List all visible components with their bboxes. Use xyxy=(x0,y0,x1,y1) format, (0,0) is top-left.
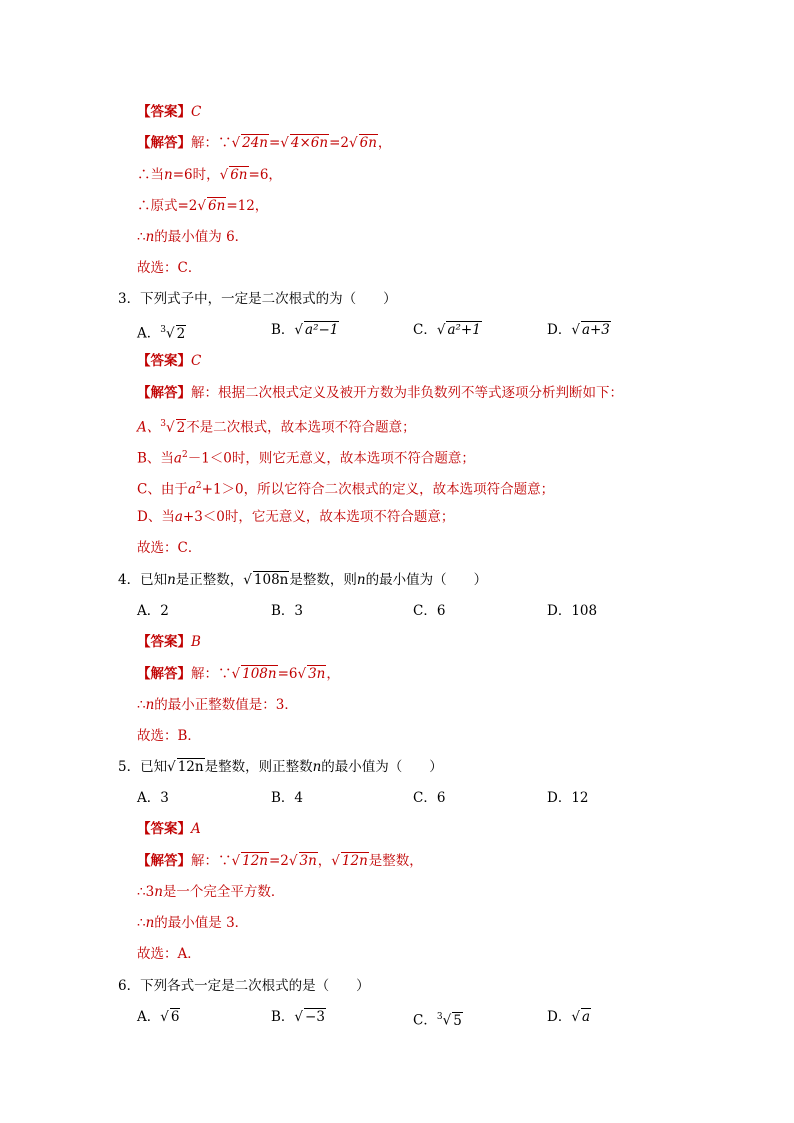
text: 不是二次根式，故本选项不符合题意； xyxy=(186,419,416,436)
text: ， xyxy=(326,666,340,682)
question-3-stem: 3．下列式子中，一定是二次根式的为（ ） xyxy=(118,291,397,307)
text: +3＜0时，它无意义，故本选项不符合题意； xyxy=(182,509,455,525)
radical: 24n xyxy=(242,135,268,151)
radical: 6 xyxy=(170,1009,180,1025)
var: n xyxy=(356,572,366,588)
solution-label: 【解答】 xyxy=(137,666,191,682)
text: 解：∵ xyxy=(191,135,232,151)
var: n xyxy=(154,884,163,900)
label: A． xyxy=(137,325,161,342)
radical: −3 xyxy=(305,1009,325,1025)
text: 是整数，则正整数 xyxy=(204,759,313,775)
exponent: 2 xyxy=(195,481,202,491)
q5-solution-1: 【解答】解：∵√ 12n=2√ 3n，√ 12n是整数， xyxy=(137,853,423,869)
label: B． xyxy=(271,1009,295,1025)
q3-solution-2: A、$^3$√ 2不是二次根式，故本选项不符合题意； xyxy=(137,419,416,436)
solution-line-2: ∴当n=6时，√ 6n=6， xyxy=(137,167,282,183)
text: 是正整数， xyxy=(175,572,244,588)
label: A． xyxy=(137,1009,161,1025)
radical: 4×6n xyxy=(290,135,329,151)
text: A、 xyxy=(137,419,161,436)
q5-solution-2 xyxy=(137,882,284,902)
var: n xyxy=(164,167,173,183)
solution-label: 【解答】 xyxy=(137,135,191,151)
q6-option-c: C．$^3$√ 5 xyxy=(413,1012,462,1029)
answer-line-q2 xyxy=(137,102,201,122)
radical: a²+1 xyxy=(447,322,481,338)
q3-solution-1 xyxy=(137,383,623,403)
text: 解：∵ xyxy=(191,853,232,869)
text: =12， xyxy=(226,198,269,214)
label: D． xyxy=(547,1009,572,1025)
radical: 3n xyxy=(299,853,317,869)
q4-solution-2 xyxy=(137,695,298,715)
root-index: 3 xyxy=(160,325,166,335)
root-index: 3 xyxy=(160,419,166,429)
radical: a²−1 xyxy=(305,322,339,338)
q4-solution-1: 【解答】解：∵√ 108n=6√ 3n， xyxy=(137,666,340,682)
q5-option-a: A．3 xyxy=(137,790,169,806)
root-index: 3 xyxy=(436,1012,443,1022)
radical: 108n xyxy=(242,666,277,682)
radical: 12n xyxy=(341,853,368,869)
q3-option-a: A．$^3$√ 2 xyxy=(137,325,186,342)
text: 解：∵ xyxy=(191,666,232,682)
radical: 2 xyxy=(176,325,186,342)
q5-solution-3 xyxy=(137,913,248,933)
q3-solution-5 xyxy=(137,507,454,527)
label: B． xyxy=(271,322,295,338)
var: n xyxy=(145,229,155,245)
q3-option-d: D．√ a+3 xyxy=(547,322,610,338)
var: n xyxy=(167,572,176,588)
solution-label: 【解答】 xyxy=(137,853,191,869)
q4-option-a: A．2 xyxy=(137,603,169,619)
radical: 6n xyxy=(208,198,226,214)
radical: 6n xyxy=(359,135,377,151)
question-5-stem: 5．已知√ 12n是整数，则正整数n的最小值为（ ） xyxy=(118,759,443,775)
var: a xyxy=(174,509,183,525)
text: D、当 xyxy=(137,509,175,525)
text: =2 xyxy=(268,853,289,869)
radical: a xyxy=(581,1009,590,1025)
radical: 108n xyxy=(253,572,289,588)
answer-line-q3 xyxy=(137,351,201,371)
answer-value: A xyxy=(191,821,201,837)
var: n xyxy=(145,915,155,931)
q6-option-a: A．√ 6 xyxy=(137,1009,180,1025)
text: = xyxy=(268,135,281,151)
solution-line-3: ∴原式=2√ 6n=12， xyxy=(137,198,269,214)
q4-solution-3: 故选：B． xyxy=(137,728,201,744)
var: n xyxy=(312,759,322,775)
text: =6时， xyxy=(172,167,220,183)
text: ∴ xyxy=(137,697,146,713)
text: 解：根据二次根式定义及被开方数为非负数列不等式逐项分析判断如下： xyxy=(191,385,623,401)
question-4-stem: 4．已知n是正整数，√ 108n是整数，则n的最小值为（ ） xyxy=(118,572,488,588)
q4-option-d: D．108 xyxy=(547,603,598,619)
text: =6， xyxy=(248,167,282,183)
var: a xyxy=(187,481,196,498)
answer-value: B xyxy=(191,634,201,650)
solution-line-4 xyxy=(137,227,248,247)
text: +1＞0，所以它符合二次根式的定义，故本选项符合题意； xyxy=(201,481,555,498)
text: ∴当 xyxy=(137,167,164,183)
text: 是整数，则 xyxy=(289,572,357,588)
text: 的最小值为 6． xyxy=(154,229,249,245)
text: ， xyxy=(317,853,332,869)
text: 的最小值为（ ） xyxy=(321,759,443,775)
text: －1＜0时，则它无意义，故本选项不符合题意； xyxy=(187,450,475,467)
text: ∴ xyxy=(137,229,146,245)
solution-label: 【解答】 xyxy=(137,385,191,401)
text: 5．已知 xyxy=(118,759,168,775)
answer-label: 【答案】 xyxy=(137,634,191,650)
text: 4．已知 xyxy=(118,572,168,588)
q4-option-c: C．6 xyxy=(413,603,446,619)
q5-option-d: D．12 xyxy=(547,790,589,806)
radical: 2 xyxy=(176,419,186,436)
answer-label: 【答案】 xyxy=(137,353,191,369)
radical: 12n xyxy=(242,853,268,869)
text: C、由于 xyxy=(137,481,188,498)
label: C． xyxy=(413,1012,437,1029)
var: n xyxy=(145,697,155,713)
q3-option-c: C．√ a²+1 xyxy=(413,322,481,338)
answer-line-q4 xyxy=(137,632,201,652)
q6-option-b: B．√ −3 xyxy=(271,1009,325,1025)
answer-label: 【答案】 xyxy=(137,104,191,120)
text: ， xyxy=(377,135,392,151)
text: 的最小值是 3． xyxy=(154,915,249,931)
text: B、当 xyxy=(137,450,174,467)
answer-line-q5 xyxy=(137,819,201,839)
text: ∴原式=2 xyxy=(137,198,198,214)
text: 的最小正整数值是：3． xyxy=(154,697,298,713)
q3-solution-3 xyxy=(137,445,475,469)
q3-solution-6: 故选：C． xyxy=(137,540,202,556)
answer-value: C xyxy=(191,353,202,369)
q4-option-b: B．3 xyxy=(271,603,304,619)
question-6-stem: 6．下列各式一定是二次根式的是（ ） xyxy=(118,978,370,994)
q3-option-b: B．√ a²−1 xyxy=(271,322,339,338)
radical: 6n xyxy=(230,167,248,183)
radical: 12n xyxy=(177,759,204,775)
radical: a+3 xyxy=(581,322,610,338)
q5-option-b: B．4 xyxy=(271,790,304,806)
answer-value: C xyxy=(191,104,202,120)
text: =6 xyxy=(277,666,298,682)
label: C． xyxy=(413,322,437,338)
text: =2 xyxy=(329,135,349,151)
solution-line-5: 故选：C． xyxy=(137,260,202,276)
radical: 3n xyxy=(308,666,326,682)
text: 是整数， xyxy=(368,853,423,869)
text: 是一个完全平方数． xyxy=(162,884,285,900)
answer-label: 【答案】 xyxy=(137,821,191,837)
solution-line-1: 【解答】解：∵√ 24n=√ 4×6n=2√ 6n， xyxy=(137,135,392,151)
q3-solution-4 xyxy=(137,476,554,500)
radical: 5 xyxy=(453,1012,462,1029)
q5-option-c: C．6 xyxy=(413,790,446,806)
q6-option-d: D．√ a xyxy=(547,1009,590,1025)
exponent: 2 xyxy=(181,450,188,460)
text: ∴ xyxy=(137,915,146,931)
var: a xyxy=(173,450,182,467)
label: D． xyxy=(547,322,572,338)
text: ∴3 xyxy=(137,884,155,900)
text: 的最小值为（ ） xyxy=(365,572,488,588)
q5-solution-4: 故选：A． xyxy=(137,946,201,962)
